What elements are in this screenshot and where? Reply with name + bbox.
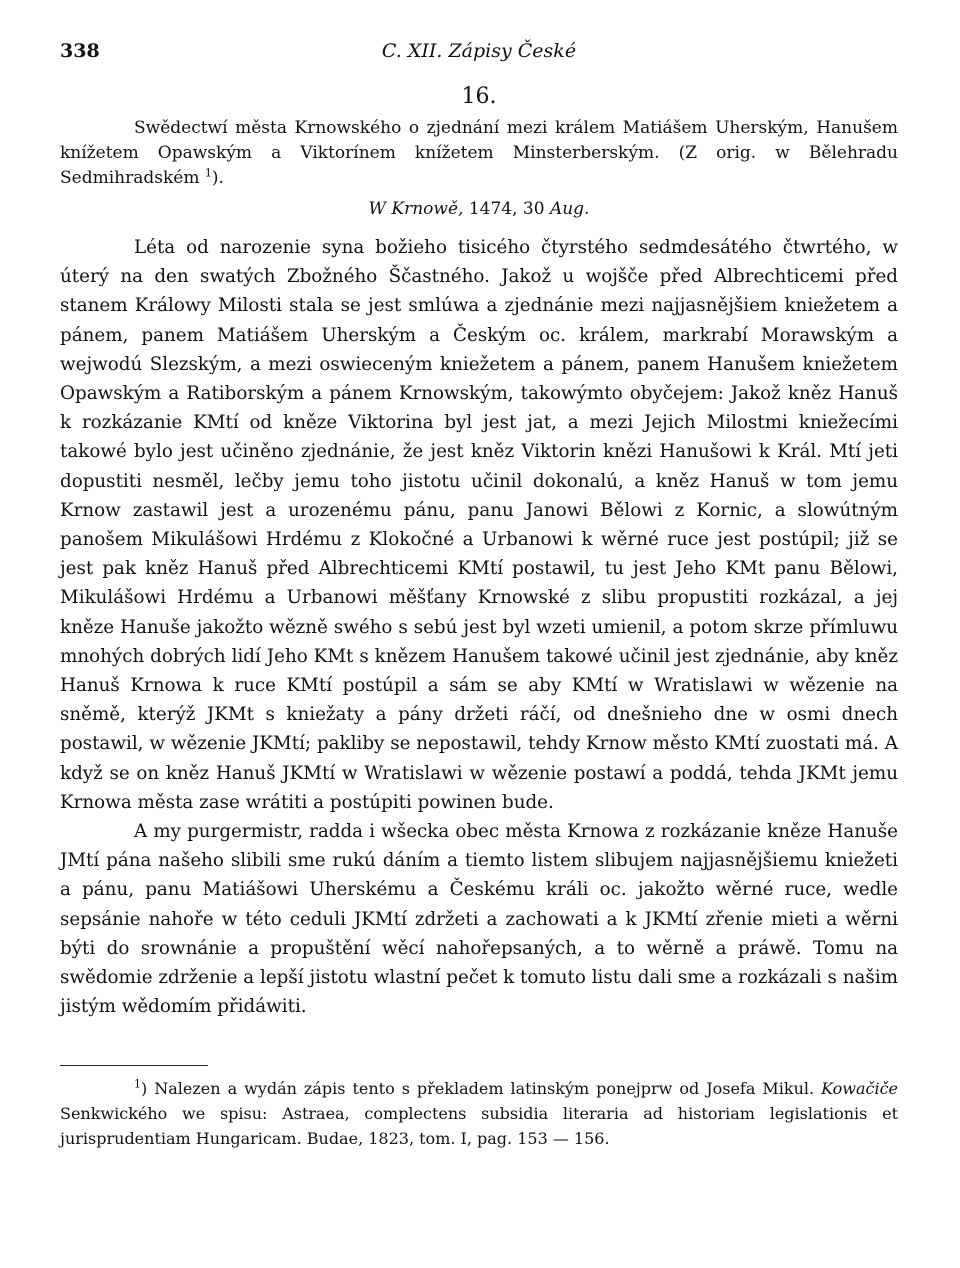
dateline-month: Aug. (549, 199, 590, 219)
footnote-reference: 1 (204, 166, 212, 180)
summary-end: ). (211, 168, 224, 188)
footnote-text-b: Senkwického we spisu: Astraea, complectens subsidia literaria ad historiam legislationis et jurisprudentiam Hungaricam. Budae, 1823, tom. I, pag. 153 — 156. (60, 1104, 898, 1149)
body-paragraph-2: A my purgermistr, radda i wšecka obec města Krnowa z rozkázanie kněze Hanuše JMtí pána našeho slibili sme rukú dáním a tiemto listem slibujem najjasnějšiemu kniežeti a pánu, panu Matiášowi Uherskému a Českému králi oc. jakožto wěrné ruce, wedle sepsánie nahoře w této ceduli JKMtí zdržeti a zachowati a k JKMtí zřenie mieti a wěrni býti do srownánie a propuštění wěcí nahořepsaných, a to wěrně a práwě. Tomu na swědomie zdrženie a lepší jistotu wlastní pečet k tomuto listu dali sme a rozkázali s našim jistým wědomím přidáwiti. (60, 821, 898, 1018)
document-summary (60, 116, 898, 191)
summary-text: Swědectwí města Krnowského o zjednání mezi králem Matiášem Uherským, Hanušem knížetem Opawským a Viktorínem knížetem Minsterberským. (Z orig. w Bělehradu Sedmihradském (60, 118, 898, 188)
footnote-mark: 1 (134, 1078, 141, 1092)
footnote-divider (60, 1065, 208, 1066)
dateline-place: W Krnowě, (368, 199, 464, 219)
dateline (60, 199, 898, 227)
footnote-text-a: ) Nalezen a wydán zápis tento s překladem latinským ponejprw od Josefa Mikul. (141, 1079, 815, 1099)
page (60, 40, 898, 1151)
running-title: C. XII. Zápisy České (381, 40, 577, 62)
document-number: 16. (461, 84, 497, 109)
footnote (60, 1076, 898, 1151)
body-paragraph-1: Léta od narozenie syna božieho tisicého čtyrstého sedmdesátého čtwrtého, w úterý na den swatých Zbožného Ščastného. Jakož u wojšče před Albrechticemi před stanem Králowy Milosti stala se jest smlúwa a zjednánie mezi najjasnějšiem kniežetem a pánem, panem Matiášem Uherským a Českým oc. králem, markrabí Morawským a wejwodú Slezským, a mezi oswieceným kniežetem a pánem, panem Hanušem kniežetem Opawským a Ratiborským a pánem Krnowským, takowýmto obyčejem: Jakož kněz Hanuš k rozkázanie KMtí od kněze Viktorina byl jest jat, a mezi Jejich Milostmi kniežecími takowé bylo jest učiněno zjednánie, že jest kněz Viktorin knězi Hanušowi k Král. Mtí jeti dopustiti nesměl, lečby jemu toho jistotu učinil dokonalú, a kněz Hanuš w tom jemu Krnow zastawil jest a urozenému pánu, panu Janowi Bělowi z Kornic, a slowútným panošem Mikulášowi Hrdému z Klokočné a Urbanowi k wěrné ruce jest postúpil; již se jest pak kněz Hanuš před Albrechticemi KMtí postawil, tu jest Jeho KMt panu Bělowi, Mikulášowi Hrdému a Urbanowi měšťany Krnowské z slibu propustiti rozkázal, a jej kněze Hanuše jakožto wězně swého s sebú jest byl wzeti umienil, a potom skrze přímluwu mnohých dobrých lidí Jeho KMt s knězem Hanušem takowé učinil jest zjednánie, aby kněz Hanuš Krnowa k ruce KMtí postúpil a sám se aby KMtí w Wratislawi w wězenie na sněmě, kterýž JKMt s kniežaty a pány držeti ráčí, od dnešnieho dne w osmi dnech postawil, w wězenie JKMtí; pakliby se nepostawil, tehdy Krnow město KMtí zuostati má. A když se on kněz Hanuš JKMtí w Wratislawi w wězenie postawí a poddá, tehda JKMt jemu Krnowa města zase wrátiti a postúpiti powinen bude. (60, 237, 898, 813)
footnote-italic-name: Kowačiče (821, 1079, 898, 1099)
dateline-year-day: 1474, 30 (468, 199, 545, 219)
page-number: 338 (60, 40, 100, 62)
running-header (60, 40, 898, 76)
